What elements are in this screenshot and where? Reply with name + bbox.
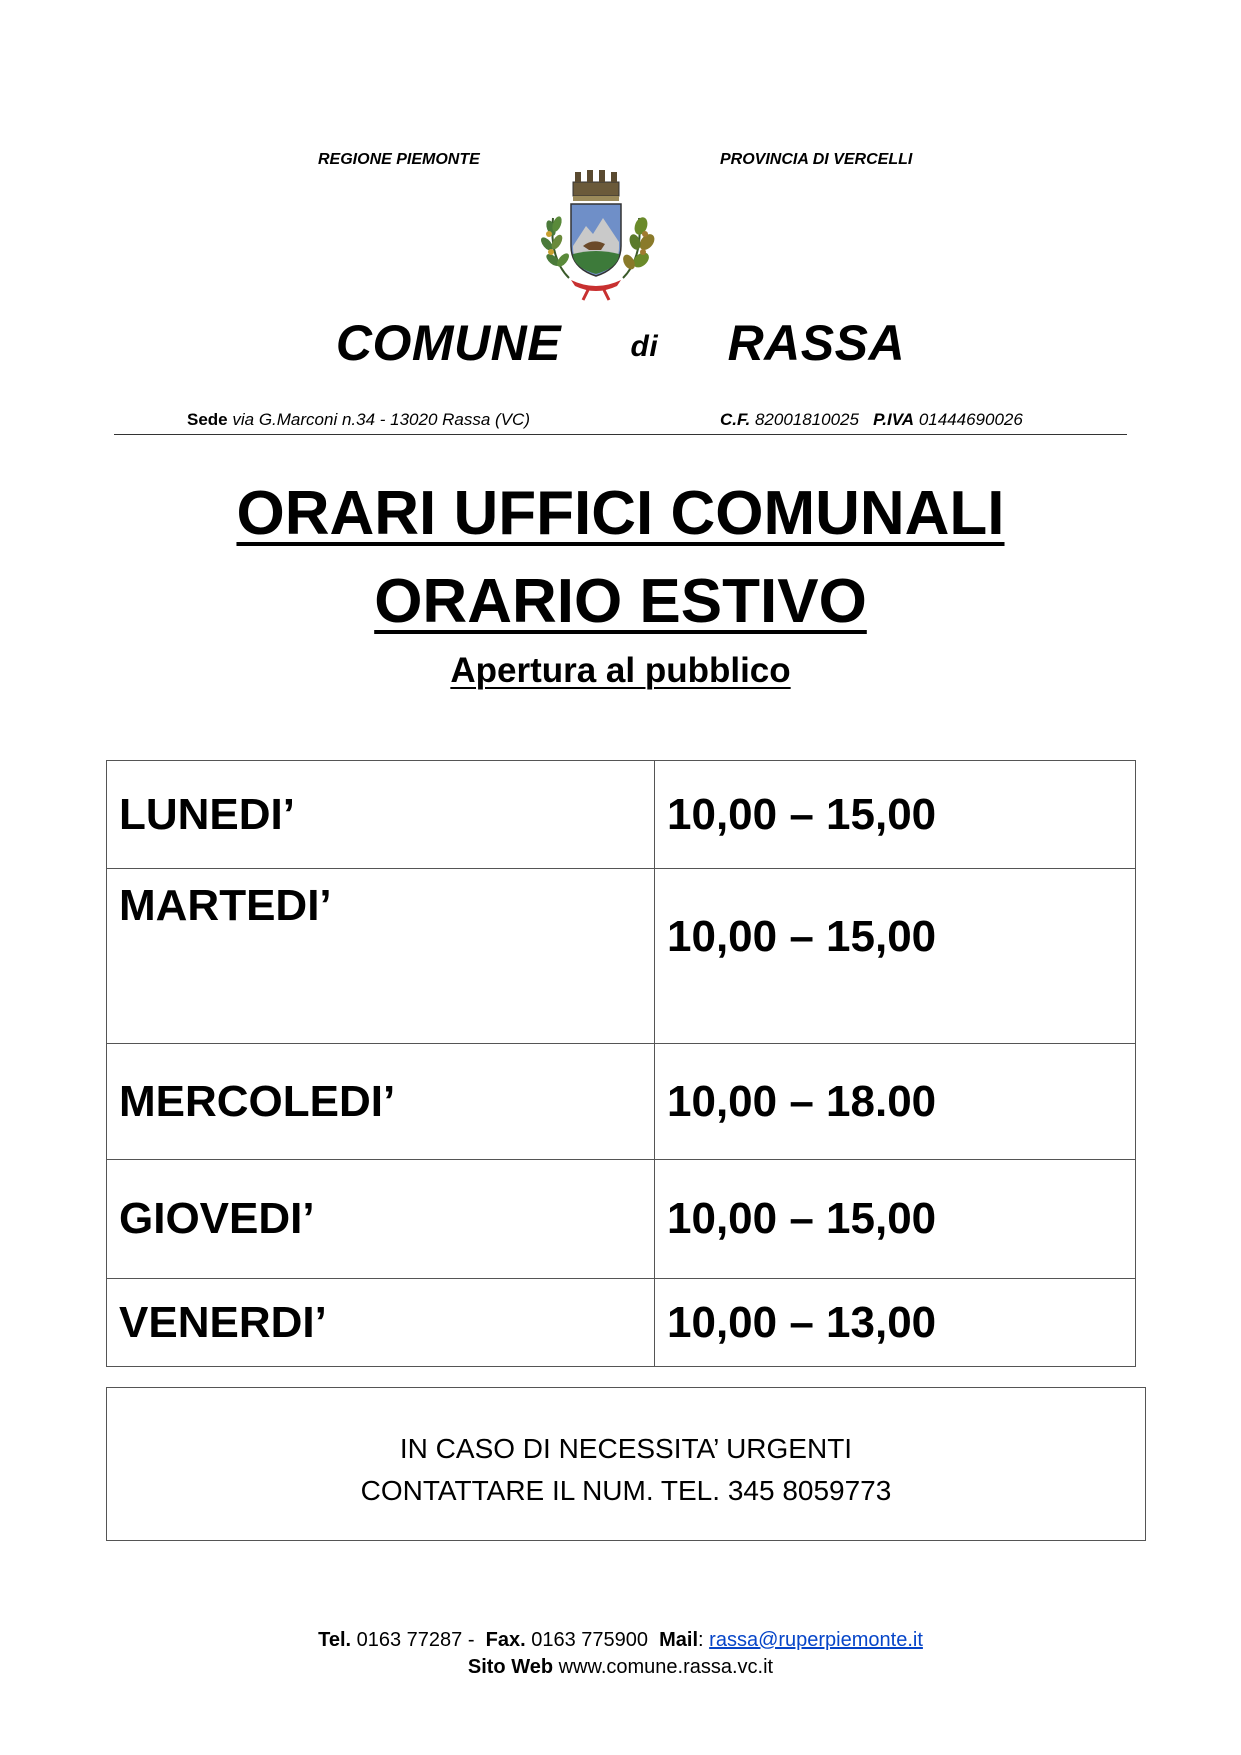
main-title-text: ORARI UFFICI COMUNALI	[236, 479, 1005, 548]
main-title	[0, 478, 1241, 549]
address-line	[187, 410, 530, 430]
subtitle-text: Apertura al pubblico	[450, 651, 791, 690]
hours-cell: 10,00 – 15,00	[655, 1160, 1136, 1279]
urgent-notice-box	[106, 1387, 1146, 1541]
province-label: PROVINCIA DI VERCELLI	[720, 151, 913, 168]
hours-table	[106, 760, 1136, 1367]
sede-label: Sede	[187, 410, 228, 429]
piva-label: P.IVA	[873, 410, 915, 429]
website-footer	[0, 1656, 1241, 1679]
fiscal-line	[720, 410, 1023, 430]
comune-word: COMUNE	[335, 315, 562, 371]
day-cell: MERCOLEDI’	[107, 1044, 655, 1160]
day-cell: MARTEDI’	[107, 869, 655, 1044]
region-label: REGIONE PIEMONTE	[318, 151, 480, 168]
hours-cell: 10,00 – 13,00	[655, 1279, 1136, 1367]
fax-value: 0163 775900	[525, 1629, 660, 1651]
day-cell: LUNEDI’	[107, 761, 655, 869]
mail-label: Mail	[659, 1629, 699, 1651]
day-cell: GIOVEDI’	[107, 1160, 655, 1279]
hours-cell: 10,00 – 18.00	[655, 1044, 1136, 1160]
comune-title	[0, 314, 1241, 372]
cf-value: 82001810025	[750, 410, 859, 429]
season-title-text: ORARIO ESTIVO	[374, 567, 867, 636]
header-divider	[114, 434, 1127, 435]
coat-of-arms-icon	[531, 168, 661, 303]
urgent-line-1: IN CASO DI NECESSITA’ URGENTI	[399, 1433, 853, 1464]
tel-label: Tel.	[318, 1629, 352, 1651]
table-row	[107, 1044, 1136, 1160]
urgent-line-2: CONTATTARE IL NUM. TEL. 345 8059773	[360, 1475, 892, 1506]
mail-link[interactable]: rassa@ruperpiemonte.it	[709, 1629, 923, 1651]
table-row	[107, 1160, 1136, 1279]
tel-value: 0163 77287 -	[351, 1629, 486, 1651]
hours-cell: 10,00 – 15,00	[655, 869, 1136, 1044]
hours-cell: 10,00 – 15,00	[655, 761, 1136, 869]
web-label: Sito Web	[467, 1656, 554, 1678]
piva-value: 01444690026	[914, 410, 1023, 429]
table-row	[107, 1279, 1136, 1367]
subtitle	[0, 651, 1241, 691]
contact-footer	[0, 1629, 1241, 1652]
fax-label: Fax.	[485, 1629, 526, 1651]
cf-label: C.F.	[720, 410, 751, 429]
di-word: di	[630, 329, 659, 363]
mail-separator: :	[698, 1629, 710, 1651]
day-cell: VENERDI’	[107, 1279, 655, 1367]
town-name: RASSA	[727, 315, 906, 371]
season-title	[0, 566, 1241, 637]
table-row	[107, 869, 1136, 1044]
web-value: www.comune.rassa.vc.it	[553, 1656, 774, 1678]
table-row	[107, 761, 1136, 869]
sede-text: via G.Marconi n.34 - 13020 Rassa (VC)	[227, 410, 530, 429]
